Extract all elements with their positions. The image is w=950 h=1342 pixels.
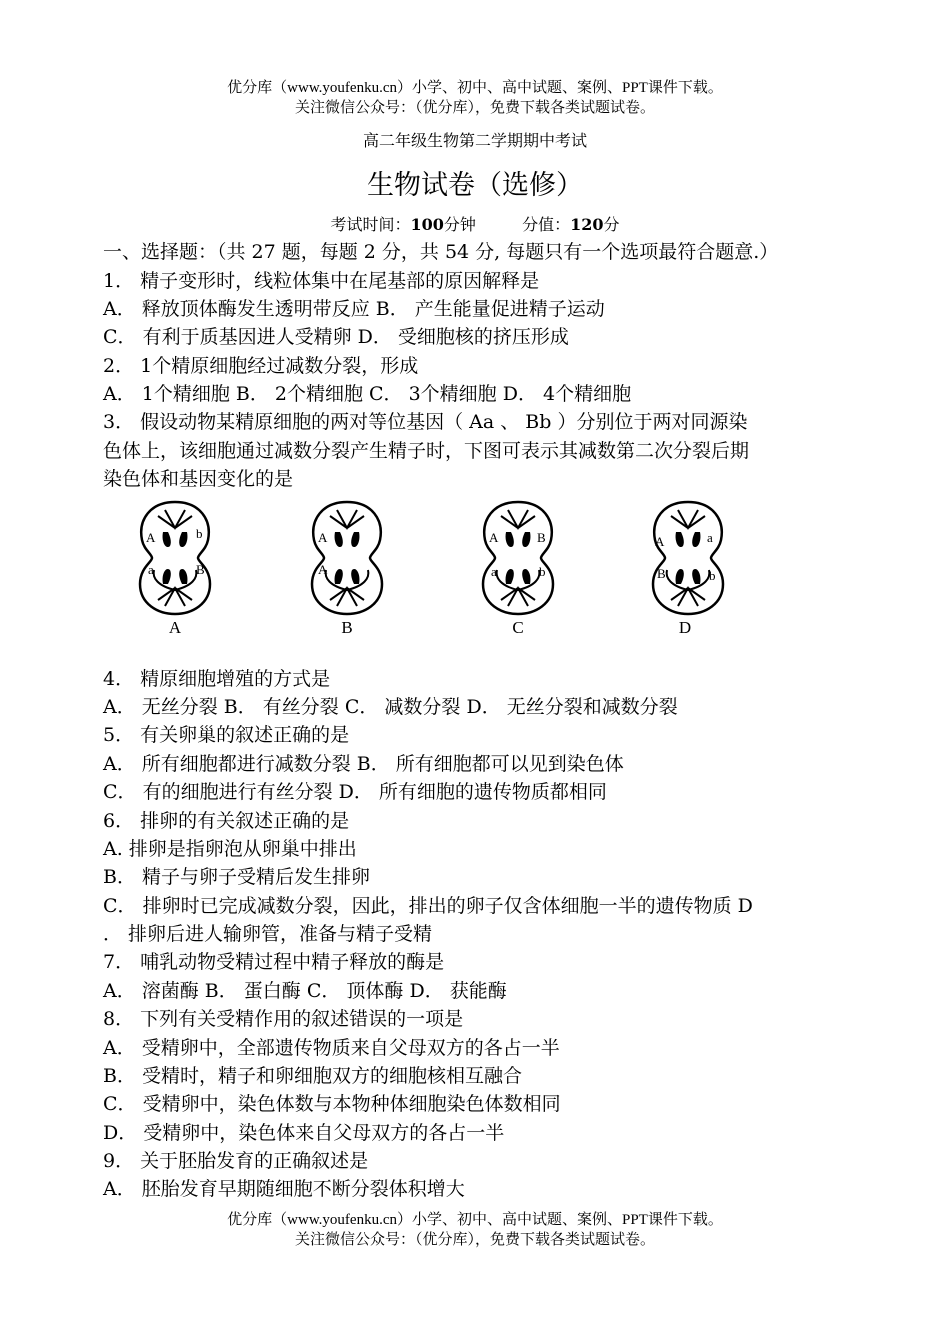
gene-label: b (196, 526, 203, 541)
question-line: C． 受精卵中，染色体数与本物种体细胞染色体数相同 (103, 1093, 561, 1115)
gene-label: B (537, 530, 546, 545)
gene-label: A (146, 530, 156, 545)
gene-label: a (491, 564, 497, 579)
score-label: 分值： (522, 215, 571, 234)
question-line: 染色体和基因变化的是 (103, 468, 294, 490)
question-line: 2． 1个精原细胞经过减数分裂，形成 (103, 355, 419, 377)
gene-label: A (318, 530, 328, 545)
question-line: A． 受精卵中，全部遗传物质来自父母双方的各占一半 (103, 1037, 560, 1059)
question-line: 8． 下列有关受精作用的叙述错误的一项是 (103, 1008, 464, 1030)
exam-subtitle: 高二年级生物第二学期期中考试 (362, 131, 587, 150)
gene-label: B (657, 566, 666, 581)
gene-label: b (539, 564, 546, 579)
question-line: 7． 哺乳动物受精过程中精子释放的酶是 (103, 951, 445, 973)
question-line: C． 有利于质基因进人受精卵 D． 受细胞核的挤压形成 (103, 326, 569, 348)
question-line: 3． 假设动物某精原细胞的两对等位基因（ Aa 、 Bb ）分别位于两对同源染 (103, 411, 748, 433)
cell-outline-icon (473, 498, 563, 618)
gene-label: A (489, 530, 499, 545)
diagram-caption-a: A (168, 618, 182, 637)
cell-outline-icon (643, 498, 733, 618)
diagram-caption-c: C (512, 618, 524, 637)
gene-label: A (655, 534, 665, 549)
question-line: D． 受精卵中，染色体来自父母双方的各占一半 (103, 1122, 505, 1144)
question-line: 5． 有关卵巢的叙述正确的是 (103, 724, 350, 746)
score-unit: 分 (603, 215, 620, 234)
gene-label: b (709, 568, 716, 583)
footer-line-1: 优分库（www.youfenku.cn）小学、初中、高中试题、案例、PPT课件下载。 (227, 1212, 723, 1228)
score-value: 120 (570, 215, 604, 234)
question-line: A. 排卵是指卵泡从卵巢中排出 (103, 838, 357, 860)
question-line: ． 排卵后进人输卵管，准备与精子受精 (103, 923, 433, 945)
question-line: A． 胚胎发育早期随细胞不断分裂体积增大 (103, 1178, 465, 1200)
gene-label: a (707, 530, 713, 545)
gene-label: B (196, 562, 205, 577)
cell-outline-icon (130, 498, 220, 618)
gene-label: a (148, 562, 154, 577)
question-line: 9． 关于胚胎发育的正确叙述是 (103, 1150, 369, 1172)
diagram-caption-b: B (341, 618, 353, 637)
question-line: 6． 排卵的有关叙述正确的是 (103, 810, 350, 832)
question-line: A． 无丝分裂 B． 有丝分裂 C． 减数分裂 D． 无丝分裂和减数分裂 (103, 696, 678, 718)
question-line: 色体上，该细胞通过减数分裂产生精子时，下图可表示其减数第二次分裂后期 (103, 440, 750, 462)
header-line-1: 优分库（www.youfenku.cn）小学、初中、高中试题、案例、PPT课件下载。 (227, 80, 723, 96)
question-line: 1． 精子变形时，线粒体集中在尾基部的原因解释是 (103, 270, 540, 292)
question-line: A． 1个精细胞 B． 2个精细胞 C． 3个精细胞 D． 4个精细胞 (103, 383, 632, 405)
exam-meta (0, 212, 950, 235)
time-label: 考试时间： (330, 215, 411, 234)
diagram-caption-d: D (678, 618, 692, 637)
question-line: 4． 精原细胞增殖的方式是 (103, 668, 331, 690)
time-value: 100 (410, 215, 444, 234)
question-line: A． 释放顶体酶发生透明带反应 B． 产生能量促进精子运动 (103, 298, 605, 320)
section-heading: 一、选择题：（共 27 题，每题 2 分，共 54 分, 每题只有一个选项最符合题意.） (103, 241, 779, 263)
gene-label: A (318, 562, 328, 577)
question-line: A． 所有细胞都进行减数分裂 B． 所有细胞都可以见到染色体 (103, 753, 624, 775)
question-line: B． 受精时，精子和卵细胞双方的细胞核相互融合 (103, 1065, 523, 1087)
question-line: C． 有的细胞进行有丝分裂 D． 所有细胞的遗传物质都相同 (103, 781, 607, 803)
footer-line-2: 关注微信公众号：（优分库），免费下载各类试题试卷。 (294, 1232, 655, 1248)
header-line-2: 关注微信公众号：（优分库），免费下载各类试题试卷。 (294, 100, 655, 116)
question-line: A． 溶菌酶 B． 蛋白酶 C． 顶体酶 D． 获能酶 (103, 980, 507, 1002)
time-unit: 分钟 (443, 215, 476, 234)
question-line: C． 排卵时已完成减数分裂，因此，排出的卵子仅含体细胞一半的遗传物质 D (103, 895, 753, 917)
cell-outline-icon (302, 498, 392, 618)
exam-title: 生物试卷（选修） (367, 170, 583, 201)
question-line: B． 精子与卵子受精后发生排卵 (103, 866, 371, 888)
